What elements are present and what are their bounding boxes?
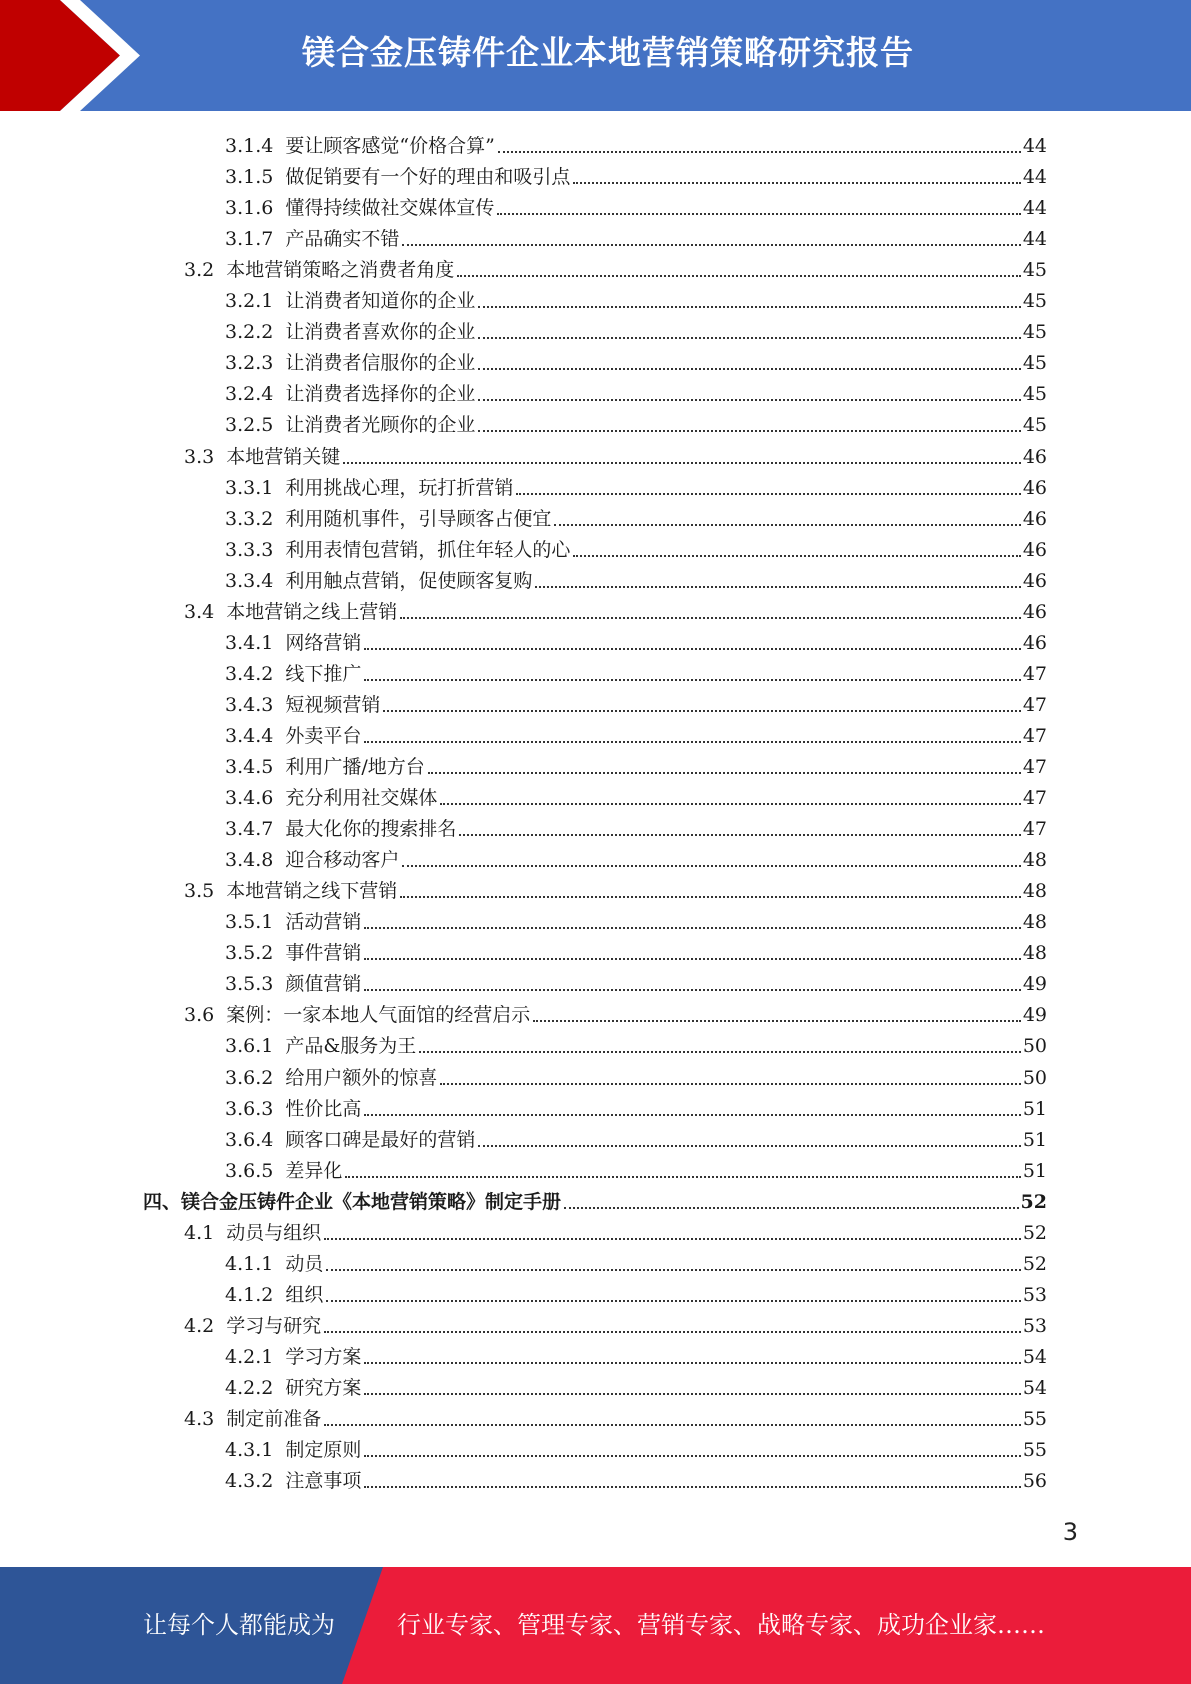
toc-entry-page: 48	[1022, 849, 1047, 872]
toc-entry-number: 3.4.2	[225, 662, 274, 685]
toc-entry-page: 53	[1022, 1283, 1047, 1306]
toc-entry-page: 46	[1022, 476, 1047, 499]
footer-slogan-right: 行业专家、管理专家、营销专家、战略专家、成功企业家……	[397, 1611, 1045, 1639]
toc-entry-page: 55	[1022, 1408, 1047, 1431]
toc-entry-number: 4.3.2	[225, 1470, 274, 1493]
toc-entry-title: 制定前准备	[226, 1408, 322, 1431]
toc-entry-title: 动员	[285, 1252, 324, 1275]
toc-entry[interactable]	[225, 1059, 1047, 1090]
toc-entry-title: 动员与组织	[226, 1221, 322, 1244]
toc-entry-page: 46	[1022, 538, 1047, 561]
toc-entry-number: 4.1.1	[225, 1252, 274, 1275]
toc-entry[interactable]	[225, 127, 1047, 158]
toc-entry-number: 3.5	[184, 880, 215, 903]
toc-leader-dots	[364, 648, 1020, 650]
toc-entry-page: 44	[1022, 228, 1047, 251]
toc-entry-number: 3.2.2	[225, 321, 274, 344]
toc-entry-title: 要让顾客感觉“价格合算”	[285, 135, 495, 157]
toc-leader-dots	[402, 865, 1020, 867]
toc-entry-number: 3.3.1	[225, 476, 274, 499]
toc-entry-number: 3.2.1	[225, 290, 274, 313]
toc-entry[interactable]	[184, 251, 1047, 282]
toc-leader-dots	[478, 337, 1020, 339]
toc-entry-page: 51	[1022, 1128, 1047, 1151]
toc-leader-dots	[364, 679, 1020, 681]
toc-entry-number: 3.6.3	[225, 1097, 274, 1120]
toc-entry[interactable]	[225, 810, 1047, 841]
toc-entry[interactable]	[225, 1338, 1047, 1369]
toc-entry[interactable]	[225, 903, 1047, 934]
toc-entry-page: 48	[1022, 911, 1047, 934]
toc-entry-page: 54	[1022, 1345, 1047, 1368]
toc-leader-dots	[573, 555, 1020, 557]
toc-entry[interactable]	[225, 469, 1047, 500]
toc-entry-number: 3.5.1	[225, 911, 274, 934]
toc-entry-title: 性价比高	[285, 1097, 362, 1120]
toc-leader-dots	[343, 462, 1021, 464]
toc-entry-number: 3.6.2	[225, 1066, 274, 1089]
toc-entry-title: 颜值营销	[285, 973, 362, 996]
toc-entry-number: 3.3	[184, 445, 215, 468]
toc-entry-page: 51	[1022, 1097, 1047, 1120]
toc-entry-title: 镁合金压铸件企业《本地营销策略》制定手册	[181, 1190, 562, 1213]
toc-leader-dots	[478, 306, 1020, 308]
toc-entry-title: 充分利用社交媒体	[285, 787, 438, 810]
toc-entry[interactable]	[184, 996, 1047, 1027]
toc-entry[interactable]	[225, 562, 1047, 593]
toc-entry-number: 3.3.2	[225, 507, 274, 530]
toc-leader-dots	[497, 213, 1020, 215]
toc-entry-number: 3.4.5	[225, 756, 274, 778]
toc-entry[interactable]	[225, 624, 1047, 655]
toc-entry-page: 54	[1022, 1377, 1047, 1399]
document-title: 镁合金压铸件企业本地营销策略研究报告	[302, 33, 914, 72]
toc-entry-title: 让消费者喜欢你的企业	[285, 321, 476, 344]
toc-leader-dots	[478, 430, 1020, 432]
toc-leader-dots	[326, 1269, 1020, 1271]
toc-entry-number: 4.1	[184, 1221, 215, 1244]
toc-entry-number: 3.2	[184, 259, 215, 282]
toc-entry-number: 4.3.1	[225, 1439, 274, 1462]
toc-leader-dots	[345, 1176, 1020, 1178]
toc-entry-number: 3.2.3	[225, 352, 274, 375]
toc-leader-dots	[324, 1331, 1021, 1333]
toc-entry-title: 制定原则	[285, 1439, 362, 1462]
toc-entry-page: 47	[1022, 693, 1047, 716]
toc-entry-title: 案例：一家本地人气面馆的经营启示	[226, 1004, 531, 1027]
toc-entry-title: 研究方案	[285, 1377, 362, 1399]
toc-entry-page: 50	[1022, 1035, 1047, 1058]
toc-leader-dots	[364, 1393, 1020, 1395]
toc-entry-number: 3.1.4	[225, 135, 274, 157]
toc-entry-number: 3.4.1	[225, 631, 274, 654]
toc-entry-page: 46	[1022, 445, 1047, 468]
toc-entry-number: 3.4.8	[225, 849, 274, 872]
toc-leader-dots	[478, 368, 1020, 370]
toc-entry[interactable]	[225, 1276, 1047, 1307]
toc-entry[interactable]	[225, 748, 1047, 779]
toc-entry[interactable]	[225, 531, 1047, 562]
toc-entry-number: 3.4.3	[225, 693, 274, 716]
toc-leader-dots	[364, 1486, 1020, 1488]
toc-entry-number: 3.4	[184, 600, 215, 623]
toc-entry-page: 46	[1022, 507, 1047, 530]
toc-entry-title: 学习与研究	[226, 1314, 322, 1337]
toc-entry-number: 3.6.1	[225, 1035, 274, 1058]
toc-entry-number: 3.4.7	[225, 818, 274, 841]
toc-entry[interactable]	[225, 779, 1047, 810]
toc-entry[interactable]	[225, 220, 1047, 251]
header-banner	[0, 0, 1191, 111]
toc-entry-title: 产品&服务为王	[285, 1035, 417, 1058]
toc-entry-title: 顾客口碑是最好的营销	[285, 1128, 476, 1151]
toc-entry-title: 本地营销之线上营销	[226, 600, 398, 623]
toc-leader-dots	[498, 151, 1021, 153]
toc-entry-page: 51	[1022, 1159, 1047, 1182]
toc-entry[interactable]	[225, 965, 1047, 996]
toc-leader-dots	[402, 244, 1020, 246]
toc-entry[interactable]	[225, 158, 1047, 189]
toc-entry[interactable]	[143, 1183, 1047, 1214]
toc-entry-number: 3.2.5	[225, 414, 274, 437]
toc-leader-dots	[324, 1238, 1021, 1240]
toc-entry[interactable]	[184, 1400, 1047, 1431]
toc-entry-number: 3.6.4	[225, 1128, 274, 1151]
toc-entry-number: 3.1.6	[225, 197, 274, 220]
toc-entry-number: 3.5.3	[225, 973, 274, 996]
toc-entry[interactable]	[225, 1369, 1047, 1400]
toc-entry-page: 52	[1020, 1190, 1047, 1213]
toc-entry-number: 3.3.3	[225, 538, 274, 561]
toc-entry[interactable]	[184, 1214, 1047, 1245]
toc-entry-page: 49	[1022, 1004, 1047, 1027]
toc-leader-dots	[364, 989, 1020, 991]
toc-entry[interactable]	[184, 1307, 1047, 1338]
toc-entry[interactable]	[225, 934, 1047, 965]
toc-entry-title: 让消费者知道你的企业	[285, 290, 476, 313]
toc-leader-dots	[457, 275, 1021, 277]
toc-entry-title: 给用户额外的惊喜	[285, 1066, 438, 1089]
toc-entry-number: 3.6	[184, 1004, 215, 1027]
toc-entry-title: 短视频营销	[285, 693, 381, 716]
toc-entry[interactable]	[225, 841, 1047, 872]
toc-leader-dots	[400, 617, 1021, 619]
toc-entry[interactable]	[225, 717, 1047, 748]
toc-entry-title: 学习方案	[285, 1345, 362, 1368]
toc-entry-title: 网络营销	[285, 631, 362, 654]
toc-entry-number: 3.6.5	[225, 1159, 274, 1182]
toc-entry-title: 事件营销	[285, 942, 362, 965]
toc-entry[interactable]	[225, 344, 1047, 375]
toc-leader-dots	[364, 927, 1020, 929]
toc-entry-page: 44	[1022, 166, 1047, 189]
toc-entry[interactable]	[225, 375, 1047, 406]
toc-entry-number: 3.4.6	[225, 787, 274, 810]
toc-leader-dots	[478, 1145, 1020, 1147]
toc-leader-dots	[440, 1083, 1020, 1085]
toc-entry[interactable]	[184, 593, 1047, 624]
toc-leader-dots	[516, 493, 1020, 495]
toc-leader-dots	[573, 182, 1020, 184]
toc-entry-title: 懂得持续做社交媒体宣传	[285, 197, 495, 220]
toc-entry-number: 4.2	[184, 1314, 215, 1337]
toc-entry-title: 让消费者选择你的企业	[285, 383, 476, 406]
toc-leader-dots	[364, 1114, 1020, 1116]
toc-entry-page: 50	[1022, 1066, 1047, 1089]
toc-entry[interactable]	[225, 655, 1047, 686]
toc-entry[interactable]	[225, 282, 1047, 313]
toc-leader-dots	[419, 1051, 1021, 1053]
toc-entry-page: 52	[1022, 1252, 1047, 1275]
toc-entry-title: 本地营销之线下营销	[226, 880, 398, 903]
toc-entry[interactable]	[225, 313, 1047, 344]
footer-slogan-left: 让每个人都能成为	[143, 1611, 335, 1639]
toc-entry-page: 52	[1022, 1221, 1047, 1244]
toc-entry-title: 组织	[285, 1283, 324, 1306]
toc-leader-dots	[326, 1300, 1020, 1302]
toc-entry-title: 利用表情包营销，抓住年轻人的心	[285, 538, 571, 561]
toc-entry-page: 47	[1022, 756, 1047, 778]
toc-entry-page: 47	[1022, 662, 1047, 685]
page-number: 3	[1062, 1518, 1078, 1546]
toc-entry-page: 49	[1022, 973, 1047, 996]
toc-entry-page: 46	[1022, 569, 1047, 592]
toc-entry[interactable]	[184, 872, 1047, 903]
toc-entry-page: 45	[1022, 321, 1047, 344]
toc-entry-page: 47	[1022, 724, 1047, 747]
toc-entry-number: 3.1.5	[225, 166, 274, 189]
toc-entry[interactable]	[225, 686, 1047, 717]
toc-entry-number: 3.2.4	[225, 383, 274, 406]
toc-entry-title: 让消费者信服你的企业	[285, 352, 476, 375]
toc-entry-title: 最大化你的搜索排名	[285, 818, 457, 841]
toc-entry-title: 活动营销	[285, 911, 362, 934]
toc-entry-page: 45	[1022, 383, 1047, 406]
toc-leader-dots	[535, 586, 1020, 588]
toc-entry-number: 四、	[143, 1190, 182, 1213]
toc-leader-dots	[364, 741, 1020, 743]
toc-entry-page: 48	[1022, 880, 1047, 903]
toc-entry-title: 做促销要有一个好的理由和吸引点	[285, 166, 571, 189]
toc-leader-dots	[564, 1207, 1019, 1209]
toc-entry-title: 本地营销策略之消费者角度	[226, 259, 455, 282]
toc-entry-number: 3.5.2	[225, 942, 274, 965]
toc-leader-dots	[364, 1362, 1020, 1364]
toc-entry[interactable]	[225, 406, 1047, 437]
toc-entry-title: 让消费者光顾你的企业	[285, 414, 476, 437]
toc-entry-page: 45	[1022, 352, 1047, 375]
toc-entry-title: 迎合移动客户	[285, 849, 400, 872]
toc-entry-page: 44	[1022, 135, 1047, 157]
toc-entry-page: 46	[1022, 631, 1047, 654]
toc-entry-page: 56	[1022, 1470, 1047, 1493]
toc-entry-page: 45	[1022, 290, 1047, 313]
toc-entry-title: 差异化	[285, 1159, 343, 1182]
toc-leader-dots	[533, 1020, 1021, 1022]
toc-leader-dots	[364, 958, 1020, 960]
toc-entry[interactable]	[225, 1090, 1047, 1121]
toc-leader-dots	[440, 803, 1020, 805]
footer-banner	[0, 1567, 1191, 1684]
toc-leader-dots	[324, 1424, 1021, 1426]
toc-entry-title: 本地营销关键	[226, 445, 341, 468]
toc-entry[interactable]	[225, 189, 1047, 220]
toc-entry-number: 4.2.2	[225, 1377, 274, 1399]
toc-entry-title: 利用广播/地方台	[285, 756, 425, 778]
toc-leader-dots	[459, 834, 1020, 836]
toc-leader-dots	[400, 896, 1021, 898]
toc-entry-title: 线下推广	[285, 662, 362, 685]
toc-entry[interactable]	[225, 1431, 1047, 1462]
toc-entry-page: 47	[1022, 787, 1047, 810]
toc-entry[interactable]	[225, 1027, 1047, 1058]
toc-entry-page: 48	[1022, 942, 1047, 965]
toc-entry[interactable]	[184, 438, 1047, 469]
toc-entry-page: 44	[1022, 197, 1047, 220]
toc-entry-number: 3.3.4	[225, 569, 274, 592]
toc-entry-number: 4.3	[184, 1408, 215, 1431]
toc-leader-dots	[383, 710, 1020, 712]
toc-entry-title: 利用触点营销，促使顾客复购	[285, 569, 533, 592]
toc-entry-number: 3.1.7	[225, 228, 274, 251]
toc-leader-dots	[428, 772, 1021, 774]
toc-entry-title: 注意事项	[285, 1470, 362, 1493]
toc-leader-dots	[554, 524, 1020, 526]
toc-entry-number: 4.2.1	[225, 1345, 274, 1368]
toc-entry-page: 45	[1022, 414, 1047, 437]
toc-entry-page: 45	[1022, 259, 1047, 282]
toc-entry[interactable]	[225, 500, 1047, 531]
toc-entry-page: 46	[1022, 600, 1047, 623]
toc-leader-dots	[478, 399, 1020, 401]
toc-entry-number: 3.4.4	[225, 724, 274, 747]
toc-entry-title: 利用挑战心理，玩打折营销	[285, 476, 514, 499]
toc-entry[interactable]	[225, 1462, 1047, 1493]
toc-entry-page: 47	[1022, 818, 1047, 841]
toc-entry-page: 55	[1022, 1439, 1047, 1462]
toc-entry-page: 53	[1022, 1314, 1047, 1337]
toc-entry-title: 外卖平台	[285, 724, 362, 747]
toc-entry-title: 产品确实不错	[285, 228, 400, 251]
toc-leader-dots	[364, 1455, 1020, 1457]
toc-entry-title: 利用随机事件，引导顾客占便宜	[285, 507, 552, 530]
toc-entry-number: 4.1.2	[225, 1283, 274, 1306]
toc-entry[interactable]	[225, 1121, 1047, 1152]
toc-entry[interactable]	[225, 1245, 1047, 1276]
toc-entry[interactable]	[225, 1152, 1047, 1183]
